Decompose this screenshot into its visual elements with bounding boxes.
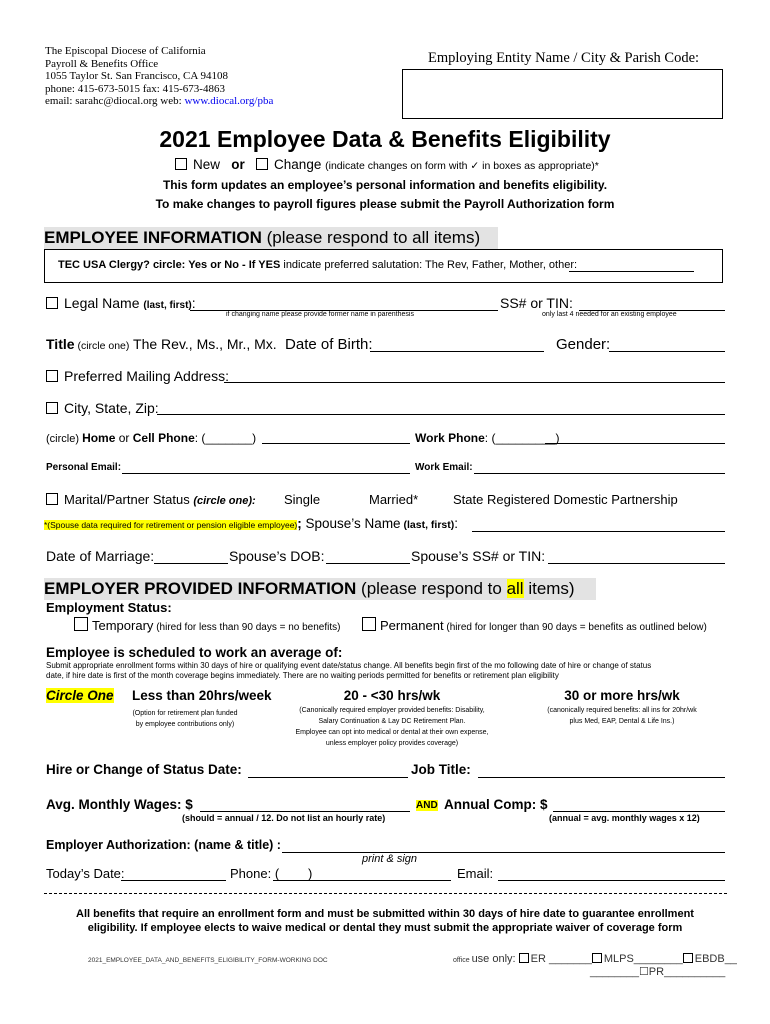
personal-email-label: Personal Email: (46, 462, 122, 473)
hours-option-30-plus[interactable]: 30 or more hrs/wk (564, 688, 680, 703)
todays-date-field[interactable] (121, 880, 226, 881)
new-label: New (193, 157, 221, 172)
work-phone-field[interactable] (545, 443, 725, 444)
entity-label: Employing Entity Name / City & Parish Code: (428, 50, 700, 66)
auth-phone-label: Phone: ( (230, 866, 280, 881)
hours-option-less-20[interactable]: Less than 20hrs/week (132, 688, 272, 703)
and-label: AND (416, 800, 438, 811)
salutation-field[interactable] (569, 271, 694, 272)
title-row: Title (circle one) The Rev., Ms., Mr., Mx. Date of Birth: (46, 336, 373, 353)
auth-email-label: Email: (457, 866, 494, 881)
auth-phone-field[interactable] (273, 880, 451, 881)
office-address: 1055 Taylor St. San Francisco, CA 94108 (45, 70, 228, 82)
office-use-row: office use only: ER _______ MLPS________ EBDB__ (453, 953, 737, 965)
spouse-name-field[interactable] (472, 531, 725, 532)
temporary-option: Temporary (hired for less than 90 days = no benefits) (74, 617, 340, 633)
change-checkbox[interactable] (256, 158, 268, 170)
annual-comp-note: (annual = avg. monthly wages x 12) (549, 813, 700, 823)
employment-status-label: Employment Status: (46, 600, 172, 615)
clergy-question: TEC USA Clergy? circle: Yes or No - If YES indicate preferred salutation: The Rev, Father, Mother, other: (58, 259, 578, 271)
hours-option-20-30[interactable]: 20 - <30 hrs/wk (343, 688, 441, 703)
annual-comp-label: Annual Comp: $ (444, 797, 548, 812)
spouse-name-row: *(Spouse data required for retirement or pension eligible employee); Spouse’s Name (last, first): (44, 516, 459, 531)
mailing-field[interactable] (224, 382, 725, 383)
gender-field[interactable] (609, 351, 725, 352)
hours-option-30-plus-note: (canonically required benefits: all ins for 20hr/wk plus Med, EAP, Dental & Life Ins.) (547, 707, 697, 725)
new-checkbox[interactable] (175, 158, 187, 170)
office-name: The Episcopal Diocese of California (45, 45, 206, 57)
office-email: email: sarahc@diocal.org web: (45, 95, 185, 107)
city-field[interactable] (157, 414, 725, 415)
employer-info-heading: EMPLOYER PROVIDED INFORMATION (please respond to all items) (44, 578, 596, 600)
change-label: Change (274, 157, 322, 172)
print-sign-note: print & sign (362, 853, 418, 865)
marriage-date-field[interactable] (154, 563, 228, 564)
office-address-block (45, 45, 273, 108)
ssn-label: SS# or TIN: (500, 295, 573, 311)
job-title-field[interactable] (478, 777, 725, 778)
ssn-note: only last 4 needed for an existing employee (542, 311, 677, 318)
or-label: or (231, 157, 245, 172)
temporary-checkbox[interactable] (74, 617, 88, 631)
wages-note: (should = annual / 12. Do not list an hourly rate) (182, 813, 386, 823)
hours-option-20-30-note: (Canonically required employer provided benefits: Disability, Salary Continuation & Lay DC Retirement Plan. Employee can opt into medical or dental at their own expense, unless employer policy provides coverage) (295, 707, 489, 747)
work-phone-label: Work Phone: (_________) (415, 431, 560, 445)
wages-label: Avg. Monthly Wages: $ (46, 797, 193, 812)
divider (44, 893, 727, 894)
legal-name-note: if changing name please provide former name in parenthesis (226, 311, 414, 318)
spouse-ssn-label: Spouse’s SS# or TIN: (411, 548, 546, 564)
footer-line-1: All benefits that require an enrollment form and must be submitted within 30 days of hire date to guarantee enrollment (76, 908, 694, 920)
schedule-heading: Employee is scheduled to work an average of: (46, 645, 343, 660)
home-phone-label: (circle) Home or Cell Phone: (_______) (46, 431, 257, 445)
footer-line-2: eligibility. If employee elects to waive medical or dental they must submit the appropriate waiver of coverage form (87, 922, 683, 934)
spouse-dob-field[interactable] (326, 563, 410, 564)
schedule-note-1: Submit appropriate enrollment forms within 30 days of hire or qualifying event date/status change. All benefits begin first of the mo following date of hire or change of status (46, 661, 652, 670)
schedule-note-2: date, if hire date is first of the month coverage begins immediately. There are no waiting periods permitted for benefits or retirement plan eligibility (46, 671, 559, 680)
hire-date-field[interactable] (248, 777, 408, 778)
employer-auth-label: Employer Authorization: (name & title) : (46, 838, 281, 852)
marital-sdp[interactable]: State Registered Domestic Partnership (453, 492, 678, 507)
spouse-ssn-field[interactable] (548, 563, 725, 564)
mailing-label: Preferred Mailing Address: (46, 368, 229, 384)
marital-label: Marital/Partner Status (circle one): (46, 492, 256, 507)
work-email-label: Work Email: (415, 462, 473, 473)
marital-married[interactable]: Married* (369, 492, 419, 507)
personal-email-field[interactable] (122, 473, 410, 474)
entity-input-box[interactable] (402, 69, 723, 119)
employer-auth-field[interactable] (282, 852, 725, 853)
legal-name-label: Legal Name (last, first): (46, 295, 196, 311)
intro-line-1: This form updates an employee’s personal information and benefits eligibility. (162, 178, 608, 192)
auth-email-field[interactable] (498, 880, 725, 881)
form-title: 2021 Employee Data & Benefits Eligibility (159, 126, 611, 152)
document-name: 2021_EMPLOYEE_DATA_AND_BENEFITS_ELIGIBILITY_FORM-WORKING DOC (88, 957, 328, 964)
permanent-checkbox[interactable] (362, 617, 376, 631)
office-phone: phone: 415-673-5015 fax: 415-673-4863 (45, 82, 225, 95)
new-change-row (175, 157, 599, 172)
dob-field[interactable] (370, 351, 544, 352)
auth-phone-close: ) (308, 866, 313, 881)
marital-single[interactable]: Single (284, 492, 321, 507)
intro-line-2: To make changes to payroll figures please submit the Payroll Authorization form (155, 197, 615, 211)
office-web-link[interactable]: www.diocal.org/pba (184, 95, 274, 107)
marriage-date-label: Date of Marriage: (46, 548, 155, 564)
hours-option-less-20-note: (Option for retirement plan funded by employee contributions only) (132, 710, 238, 728)
spouse-dob-label: Spouse’s DOB: (229, 548, 325, 564)
office-use-pr: ________☐PR__________ (590, 966, 726, 978)
employee-info-heading: EMPLOYEE INFORMATION (please respond to all items) (44, 227, 498, 249)
change-note: (indicate changes on form with ✓ in boxes as appropriate)* (325, 160, 599, 172)
annual-comp-field[interactable] (553, 811, 725, 812)
work-email-field[interactable] (474, 473, 725, 474)
circle-one-label: Circle One (46, 688, 114, 703)
permanent-option: Permanent (hired for longer than 90 days = benefits as outlined below) (362, 617, 707, 633)
city-label: City, State, Zip: (46, 400, 159, 416)
office-dept: Payroll & Benefits Office (45, 57, 159, 70)
job-title-label: Job Title: (411, 762, 471, 777)
todays-date-label: Today’s Date: (46, 866, 125, 881)
hire-date-label: Hire or Change of Status Date: (46, 762, 242, 777)
wages-field[interactable] (200, 811, 410, 812)
home-phone-field[interactable] (262, 443, 410, 444)
gender-label: Gender: (556, 336, 611, 353)
